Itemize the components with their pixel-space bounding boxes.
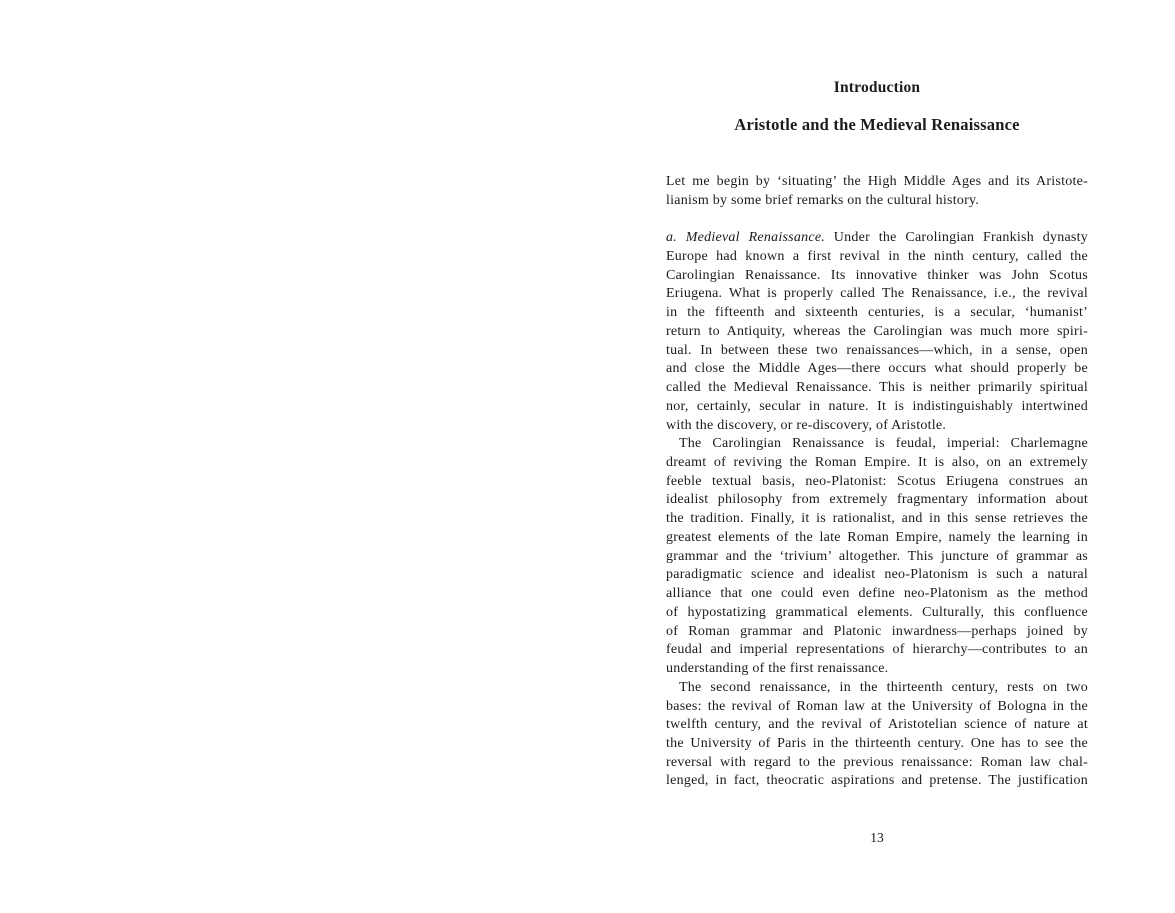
- text-line: the University of Paris in the thirteenth century. One has to see the: [666, 736, 1088, 752]
- text-line: reversal with regard to the previous renaissance: Roman law chal-: [666, 754, 1088, 770]
- text-line: of Roman grammar and Platonic inwardness—perhaps joined by: [666, 623, 1088, 639]
- paragraph: [666, 229, 1088, 435]
- paragraph: [666, 679, 1088, 791]
- text-line: paradigmatic science and idealist neo-Platonism is such a natural: [666, 567, 1088, 583]
- page-number: 13: [870, 830, 884, 845]
- text-line: in the fifteenth and sixteenth centuries, is a secular, ‘humanist’: [666, 305, 1088, 321]
- left-page-blank: [0, 0, 585, 913]
- text-line: feeble textual basis, neo-Platonist: Scotus Eriugena construes an: [666, 473, 1088, 489]
- text-line: and close the Middle Ages—there occurs what should properly be: [666, 361, 1088, 377]
- text-line: alliance that one could even define neo-Platonism as the method: [666, 586, 1088, 602]
- text-line: feudal and imperial representations of hierarchy—contributes to an: [666, 642, 1088, 658]
- text-line: lianism by some brief remarks on the cultural history.: [666, 192, 980, 208]
- text-line: called the Medieval Renaissance. This is neither primarily spiritual: [666, 380, 1088, 396]
- text-line: idealist philosophy from extremely fragmentary information about: [666, 492, 1088, 508]
- text-line: tual. In between these two renaissances—which, in a sense, open: [666, 342, 1088, 358]
- text-line: [666, 229, 1088, 248]
- paragraph: [666, 173, 1088, 210]
- text-line: dreamt of reviving the Roman Empire. It is also, on an extremely: [666, 455, 1088, 470]
- text-line: Eriugena. What is properly called The Renaissance, i.e., the revival: [666, 286, 1088, 302]
- text-line: the tradition. Finally, it is rationalist, and in this sense retrieves the: [666, 511, 1088, 527]
- italic-lead: a. Medieval Renaissance.: [666, 230, 826, 246]
- text-line: Let me begin by ‘situating’ the High Middle Ages and its Aristote-: [666, 174, 1088, 189]
- text-line: of hypostatizing grammatical elements. Culturally, this confluence: [666, 604, 1088, 620]
- text-line: grammar and the ‘trivium’ altogether. This juncture of grammar as: [666, 548, 1088, 564]
- text-line: with the discovery, or re-discovery, of Aristotle.: [666, 417, 947, 433]
- line-text: Under the Carolingian Frankish dynasty: [825, 230, 1088, 246]
- text-line: nor, certainly, secular in nature. It is indistinguishably intertwined: [666, 398, 1088, 414]
- chapter-title: Introduction: [833, 79, 921, 96]
- text-line: greatest elements of the late Roman Empire, namely the learning in: [666, 529, 1088, 545]
- text-line: twelfth century, and the revival of Aristotelian science of nature at: [666, 717, 1088, 733]
- text-line: The Carolingian Renaissance is feudal, imperial: Charlemagne: [679, 436, 1088, 452]
- text-line: return to Antiquity, whereas the Carolingian was much more spiri-: [666, 323, 1088, 339]
- text-line: lenged, in fact, theocratic aspirations and pretense. The justification: [666, 773, 1088, 789]
- body-text: [666, 173, 1088, 791]
- text-line: The second renaissance, in the thirteenth century, rests on two: [679, 679, 1088, 695]
- text-line: bases: the revival of Roman law at the University of Bologna in the: [666, 698, 1088, 714]
- text-line: understanding of the first renaissance.: [666, 661, 889, 677]
- text-line: Carolingian Renaissance. Its innovative thinker was John Scotus: [666, 267, 1088, 283]
- paragraph: [666, 435, 1088, 679]
- chapter-subtitle: Aristotle and the Medieval Renaissance: [734, 115, 1020, 134]
- text-line: Europe had known a first revival in the ninth century, called the: [666, 248, 1088, 264]
